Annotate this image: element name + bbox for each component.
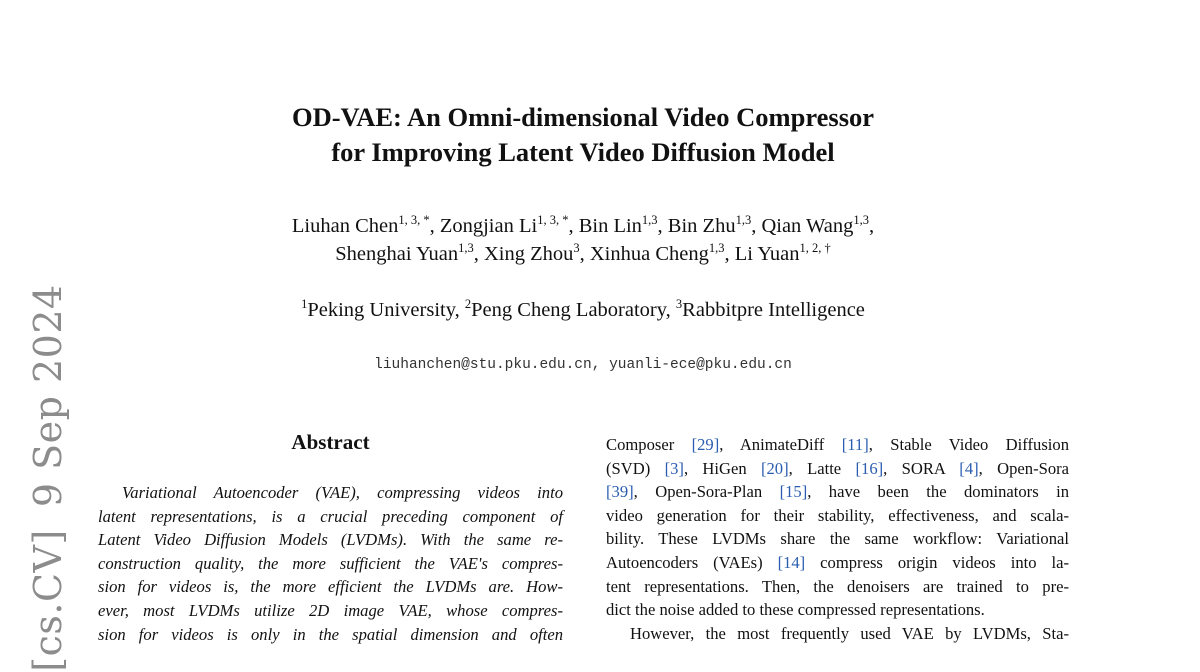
author-list xyxy=(0,212,1166,268)
body-text: bility. These LVDMs share the same workflow: Variational xyxy=(606,529,1069,549)
author-affiliation-marker: 3 xyxy=(573,241,580,255)
author-name: Xing Zhou xyxy=(483,243,574,265)
title-line-1: OD-VAE: An Omni-dimensional Video Compressor xyxy=(291,102,875,132)
affiliations: $^1$Peking University, $^2$Peng Cheng Laboratory, $^3$Rabbitpre Intelligence xyxy=(301,297,865,321)
body-text: dict the noise added to these compressed representations. xyxy=(606,600,985,620)
body-text: , have been the dominators in xyxy=(807,482,1069,502)
body-text: , Open-Sora xyxy=(978,458,1070,478)
body-text-line xyxy=(606,598,1069,622)
author-affiliation-marker: 1,3 xyxy=(458,241,474,255)
body-text-line xyxy=(606,575,1069,599)
author-name: Bin Zhu xyxy=(667,215,736,237)
body-text: , Stable Video Diffusion xyxy=(868,435,1069,454)
author-name: Li Yuan xyxy=(734,243,800,265)
abstract-line: ever, most LVDMs utilize 2D image VAE, whose compres- xyxy=(98,600,563,620)
citation-link[interactable]: [3] xyxy=(664,458,684,478)
abstract-line: Latent Video Diffusion Models (LVDMs). With the same re- xyxy=(98,530,563,550)
author-line-2: Shenghai Yuan$^{1,3}$, Xing Zhou$^3$, Xinhua Cheng$^{1,3}$, Li Yuan$^{1, 2, \dagger}$ xyxy=(335,241,831,265)
citation-link[interactable]: [4] xyxy=(959,458,979,478)
abstract-line: latent representations, is a crucial preceding component of xyxy=(98,506,563,526)
citation-link[interactable]: [29] xyxy=(691,435,720,454)
author-affiliation-marker: 1,3 xyxy=(853,213,869,227)
intro-right-column xyxy=(606,433,1069,645)
body-text-line xyxy=(606,433,1069,457)
body-text-line xyxy=(606,551,1069,575)
body-text: , AnimateDiff xyxy=(719,435,842,454)
body-text: However, the most frequently used VAE by LVDMs, Sta- xyxy=(630,623,1069,643)
citation-link[interactable]: [15] xyxy=(779,482,808,502)
abstract-body xyxy=(98,481,563,646)
body-text: video generation for their stability, effectiveness, and scala- xyxy=(606,505,1069,525)
body-text: , SORA xyxy=(883,458,960,478)
affiliation-name: Rabbitpre Intelligence xyxy=(682,299,865,321)
abstract-line: construction quality, the more sufficient the VAE's compres- xyxy=(98,553,563,573)
author-affiliation-marker: 1,3 xyxy=(708,241,725,255)
body-text-line xyxy=(606,504,1069,528)
paper-title xyxy=(0,100,1166,170)
author-affiliation-marker: 1, 2, † xyxy=(799,241,831,255)
abstract-heading: Abstract xyxy=(291,430,370,454)
citation-link[interactable]: [14] xyxy=(777,552,806,572)
author-name: Liuhan Chen xyxy=(291,215,399,237)
affiliation-name: Peking University xyxy=(307,299,455,321)
author-affiliation-marker: 1,3 xyxy=(735,213,752,227)
citation-link[interactable]: [16] xyxy=(855,458,884,478)
body-text-line xyxy=(606,480,1069,504)
affiliation-marker: 1 xyxy=(301,297,308,311)
author-line-1: Liuhan Chen$^{1, 3, *}$, Zongjian $Li^{1, 3, *}$, Bin Lin$^{1,3}$, Bin Zhu$^{1,3}$, Qian Wang$^{1,3}$, xyxy=(291,213,875,237)
body-text: , Latte xyxy=(788,458,856,478)
abstract-line: sion for videos is, the more efficient the LVDMs are. How- xyxy=(98,577,563,597)
title-line-2: for Improving Latent Video Diffusion Model xyxy=(331,137,835,167)
body-text-line xyxy=(606,622,1069,646)
citation-link[interactable]: [20] xyxy=(760,458,789,478)
author-name: Qian Wang xyxy=(761,215,854,237)
author-name: Xinhua Cheng xyxy=(589,243,709,265)
arxiv-date: 9 Sep 2024 xyxy=(26,284,70,508)
author-name: Shenghai Yuan xyxy=(335,243,459,265)
body-text: , HiGen xyxy=(683,458,761,478)
author-name: Bin Lin xyxy=(578,215,642,237)
body-text: compress origin videos into la- xyxy=(805,552,1069,572)
arxiv-sidebar-stamp xyxy=(26,284,70,671)
body-text: , Open-Sora-Plan xyxy=(633,482,780,502)
author-affiliation-marker: 1, 3, * xyxy=(398,213,430,227)
abstract-line: sion for videos is only in the spatial dimension and often xyxy=(98,624,563,644)
body-text: Composer xyxy=(606,435,692,454)
author-emails: liuhanchen@stu.pku.edu.cn, yuanli-ece@pku.edu.cn xyxy=(374,357,792,373)
author-affiliation-marker: 1, 3, * xyxy=(537,213,569,227)
body-text: Autoencoders (VAEs) xyxy=(606,552,778,572)
affiliation-marker: 2 xyxy=(464,297,472,311)
body-text: tent representations. Then, the denoisers are trained to pre- xyxy=(606,576,1069,596)
body-text-line xyxy=(606,527,1069,551)
affiliation-marker: 3 xyxy=(675,297,683,311)
author-name: Zongjian Li xyxy=(439,215,538,237)
citation-link[interactable]: [11] xyxy=(841,435,869,454)
abstract-line: Variational Autoencoder (VAE), compressing videos into xyxy=(122,483,563,502)
body-text: (SVD) xyxy=(606,458,665,478)
author-affiliation-marker: 1,3 xyxy=(641,213,658,227)
affiliation-name: Peng Cheng Laboratory xyxy=(471,299,666,321)
body-text-line xyxy=(606,457,1069,481)
citation-link[interactable]: [39] xyxy=(606,482,634,502)
arxiv-category: [cs.CV] xyxy=(26,529,70,672)
